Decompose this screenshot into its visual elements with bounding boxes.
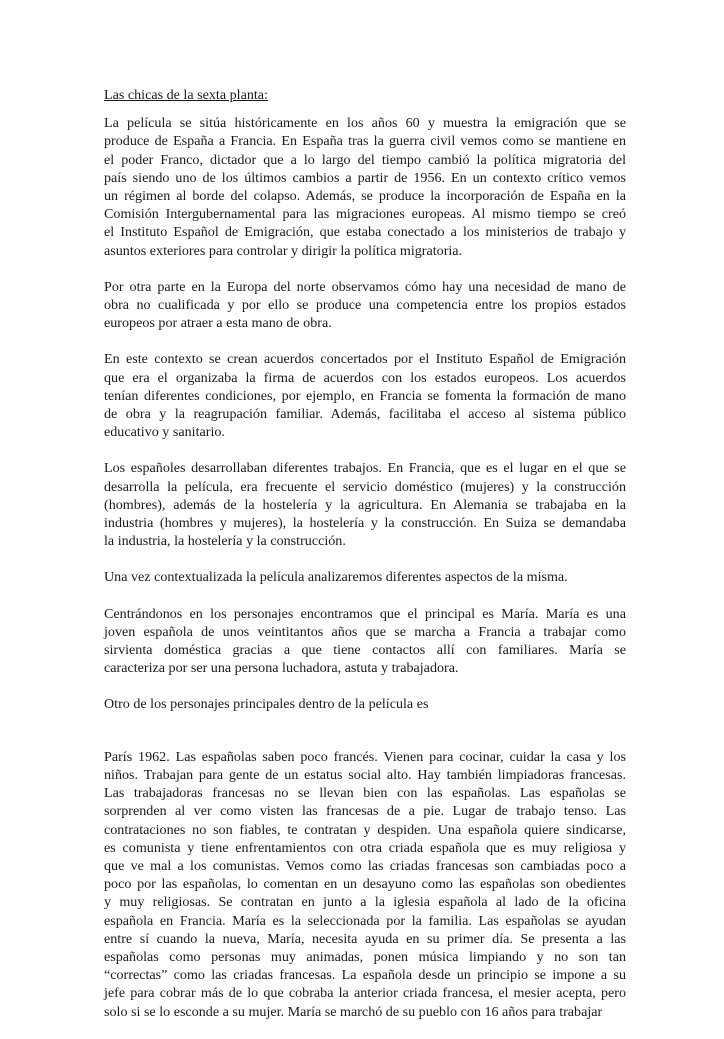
paragraph	[104, 605, 626, 678]
paragraph-line: y muy religiosas. Se contratan en junto a la iglesia española al lado de la oficina	[104, 894, 626, 911]
paragraph-line: sirvienta doméstica gracias a que tiene contactos allí con familiares. María se	[104, 642, 626, 659]
paragraph-line: un régimen al borde del colapso. Además, se produce la incorporación de España en la	[104, 188, 626, 205]
paragraph-line: española en Francia. María es la seleccionada por la familia. Las españolas se ayudan	[104, 912, 626, 929]
paragraph-line: de obra y la reagrupación familiar. Además, facilitaba el acceso al sistema público	[104, 406, 626, 423]
paragraph	[104, 278, 626, 333]
paragraph-line: educativo y sanitario.	[104, 424, 225, 441]
paragraph-line: el poder Franco, dictador que a lo largo del tiempo cambió la política migratoria del	[104, 151, 626, 168]
paragraph-line: sorprenden al ver como visten las francesas de a pie. Lugar de trabajo tenso. Las	[104, 803, 626, 820]
paragraph-line: españolas como personas muy animadas, ponen música limpiando y no son tan	[104, 948, 626, 965]
paragraph-line: La película se sitúa históricamente en los años 60 y muestra la emigración que se	[104, 115, 626, 132]
paragraph-line: asuntos exteriores para controlar y dirigir la política migratoria.	[104, 242, 463, 259]
paragraph-line: país siendo uno de los últimos cambios a partir de 1956. En un contexto crítico vemos	[104, 169, 626, 186]
paragraph-line: niños. Trabajan para gente de un estatus social alto. Hay también limpiadoras francesas.	[104, 766, 626, 783]
document-body	[104, 86, 626, 1039]
paragraph-line: Otro de los personajes principales dentro de la película es	[104, 696, 429, 713]
paragraph-line: europeos por atraer a esta mano de obra.	[104, 315, 332, 332]
paragraph	[104, 748, 626, 1021]
paragraph-line: Una vez contextualizada la película analizaremos diferentes aspectos de la misma.	[104, 569, 568, 586]
document-title: Las chicas de la sexta planta:	[104, 87, 268, 103]
paragraph-line: (hombres), además de la hostelería y la agricultura. En Alemania se trabajaba en la	[104, 496, 626, 513]
paragraph-line: París 1962. Las españolas saben poco francés. Vienen para cocinar, cuidar la casa y los	[104, 748, 626, 765]
paragraph-line: produce de España a Francia. En España tras la guerra civil vemos como se mantiene en	[104, 133, 626, 150]
paragraph	[104, 459, 626, 550]
paragraph-line: Las trabajadoras francesas no se llevan bien con las españolas. Las españolas se	[104, 785, 626, 802]
paragraph-line: el Instituto Español de Emigración, que estaba conectado a los ministerios de trabajo y	[104, 224, 626, 241]
paragraph-line: caracteriza por ser una persona luchadora, astuta y trabajadora.	[104, 660, 459, 677]
paragraph	[104, 568, 626, 586]
paragraph-line: es comunista y tiene enfrentamientos con otra criada española que es muy religiosa y	[104, 839, 626, 856]
paragraph-line: contrataciones no son fiables, te contratan y despiden. Una española quiere sindicarse,	[104, 821, 626, 838]
paragraph-line: jefe para cobrar más de lo que cobraba la anterior criada francesa, el mesier acepta, pero	[104, 985, 626, 1002]
paragraph-line: Comisión Intergubernamental para las migraciones europeas. Al mismo tiempo se creó	[104, 206, 626, 223]
paragraph	[104, 695, 626, 713]
paragraph-line: “correctas” como las criadas francesas. La española desde un principio se impone a su	[104, 967, 626, 984]
paragraph-line: Los españoles desarrollaban diferentes trabajos. En Francia, que es el lugar en el que se	[104, 460, 626, 477]
paragraph-line: entre sí cuando la nueva, María, necesita ayuda en su primer día. Se presenta a las	[104, 930, 626, 947]
paragraph-line: la industria, la hostelería y la construcción.	[104, 533, 346, 550]
paragraph-line: joven española de unos veintitantos años que se marcha a Francia a trabajar como	[104, 623, 626, 640]
paragraph-line: desarrolla la película, era frecuente el servicio doméstico (mujeres) y la construcción	[104, 478, 626, 495]
paragraph	[104, 114, 626, 260]
paragraph-line: que ve mal a los comunistas. Vemos como las criadas francesas son cambiadas poco a	[104, 857, 626, 874]
paragraph-line: que era el organizaba la firma de acuerdos con los estados europeos. Los acuerdos	[104, 369, 626, 386]
paragraph-line: solo si se lo esconde a su mujer. María se marchó de su pueblo con 16 años para trabajar	[104, 1003, 603, 1020]
paragraph-line: Por otra parte en la Europa del norte observamos cómo hay una necesidad de mano de	[104, 278, 626, 295]
paragraph-line: obra no cualificada y por ello se produce una competencia entre los propios estados	[104, 297, 626, 314]
paragraph-line: industria (hombres y mujeres), la hostelería y la construcción. En Suiza se demandaba	[104, 515, 626, 532]
paragraph-line: En este contexto se crean acuerdos concertados por el Instituto Español de Emigración	[104, 351, 626, 368]
paragraph-list	[104, 114, 626, 1021]
paragraph-line: poco por las españolas, lo comentan en un desayuno como las españolas son obedientes	[104, 876, 626, 893]
paragraph-line: Centrándonos en los personajes encontramos que el principal es María. María es una	[104, 605, 626, 622]
paragraph-line: tenían diferentes condiciones, por ejemplo, en Francia se fomenta la formación de mano	[104, 387, 626, 404]
paragraph	[104, 350, 626, 441]
